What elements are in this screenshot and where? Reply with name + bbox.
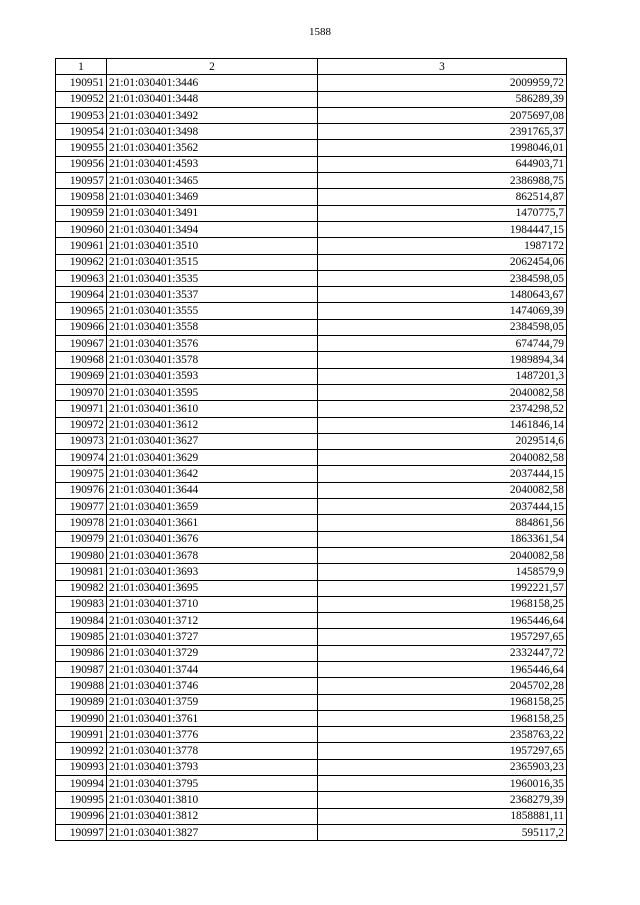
cadastral-number: 21:01:030401:3492	[107, 107, 318, 123]
table-row	[56, 319, 567, 335]
cadastral-value: 1968158,25	[318, 596, 567, 612]
header-col-1: 1	[56, 59, 107, 75]
table-row	[56, 499, 567, 515]
table-row	[56, 678, 567, 694]
cadastral-value: 1474069,39	[318, 303, 567, 319]
table-row	[56, 107, 567, 123]
cadastral-value: 2037444,15	[318, 499, 567, 515]
row-number: 190971	[56, 401, 107, 417]
cadastral-number: 21:01:030401:3812	[107, 808, 318, 824]
cadastral-value: 1998046,01	[318, 140, 567, 156]
cadastral-value: 1487201,3	[318, 368, 567, 384]
row-number: 190996	[56, 808, 107, 824]
cadastral-value: 1989894,34	[318, 352, 567, 368]
row-number: 190987	[56, 661, 107, 677]
table-row	[56, 661, 567, 677]
cadastral-value: 1858881,11	[318, 808, 567, 824]
cadastral-number: 21:01:030401:3595	[107, 384, 318, 400]
cadastral-number: 21:01:030401:3612	[107, 417, 318, 433]
table-row	[56, 450, 567, 466]
table-row	[56, 629, 567, 645]
cadastral-number: 21:01:030401:3810	[107, 792, 318, 808]
cadastral-value: 2384598,05	[318, 319, 567, 335]
cadastral-number: 21:01:030401:3448	[107, 91, 318, 107]
row-number: 190973	[56, 433, 107, 449]
cadastral-value: 2009959,72	[318, 75, 567, 91]
cadastral-value: 2037444,15	[318, 466, 567, 482]
cadastral-number: 21:01:030401:3659	[107, 499, 318, 515]
table-row	[56, 580, 567, 596]
cadastral-number: 21:01:030401:3729	[107, 645, 318, 661]
row-number: 190978	[56, 515, 107, 531]
cadastral-value: 2384598,05	[318, 270, 567, 286]
cadastral-number: 21:01:030401:3535	[107, 270, 318, 286]
cadastral-value: 1987172	[318, 238, 567, 254]
row-number: 190965	[56, 303, 107, 319]
cadastral-number: 21:01:030401:3727	[107, 629, 318, 645]
table-row	[56, 75, 567, 91]
table-header	[56, 59, 567, 75]
header-row	[56, 59, 567, 75]
cadastral-number: 21:01:030401:3759	[107, 694, 318, 710]
cadastral-value: 2040082,58	[318, 482, 567, 498]
cadastral-value: 2040082,58	[318, 547, 567, 563]
table-row	[56, 254, 567, 270]
cadastral-value: 1461846,14	[318, 417, 567, 433]
table-row	[56, 91, 567, 107]
row-number: 190966	[56, 319, 107, 335]
row-number: 190979	[56, 531, 107, 547]
cadastral-number: 21:01:030401:3710	[107, 596, 318, 612]
cadastral-number: 21:01:030401:3558	[107, 319, 318, 335]
cadastral-number: 21:01:030401:3793	[107, 759, 318, 775]
cadastral-number: 21:01:030401:3778	[107, 743, 318, 759]
cadastral-value: 2374298,52	[318, 401, 567, 417]
cadastral-value: 1957297,65	[318, 743, 567, 759]
row-number: 190977	[56, 499, 107, 515]
row-number: 190975	[56, 466, 107, 482]
cadastral-number: 21:01:030401:3510	[107, 238, 318, 254]
row-number: 190951	[56, 75, 107, 91]
cadastral-value: 1992221,57	[318, 580, 567, 596]
row-number: 190995	[56, 792, 107, 808]
table-row	[56, 433, 567, 449]
cadastral-value: 2391765,37	[318, 124, 567, 140]
cadastral-value: 595117,2	[318, 824, 567, 840]
row-number: 190985	[56, 629, 107, 645]
row-number: 190962	[56, 254, 107, 270]
table-row	[56, 401, 567, 417]
row-number: 190968	[56, 352, 107, 368]
row-number: 190963	[56, 270, 107, 286]
row-number: 190960	[56, 221, 107, 237]
header-col-2: 2	[107, 59, 318, 75]
cadastral-value: 1480643,67	[318, 287, 567, 303]
cadastral-number: 21:01:030401:3693	[107, 564, 318, 580]
cadastral-value: 2040082,58	[318, 384, 567, 400]
cadastral-value: 1965446,64	[318, 613, 567, 629]
table-row	[56, 352, 567, 368]
row-number: 190970	[56, 384, 107, 400]
cadastral-number: 21:01:030401:3746	[107, 678, 318, 694]
cadastral-value: 644903,71	[318, 156, 567, 172]
cadastral-number: 21:01:030401:3610	[107, 401, 318, 417]
cadastral-value: 1984447,15	[318, 221, 567, 237]
cadastral-number: 21:01:030401:3695	[107, 580, 318, 596]
cadastral-number: 21:01:030401:3642	[107, 466, 318, 482]
cadastral-number: 21:01:030401:3562	[107, 140, 318, 156]
row-number: 190972	[56, 417, 107, 433]
table-row	[56, 221, 567, 237]
row-number: 190953	[56, 107, 107, 123]
table-row	[56, 482, 567, 498]
page-number: 1588	[309, 26, 331, 38]
table-row	[56, 613, 567, 629]
cadastral-number: 21:01:030401:3515	[107, 254, 318, 270]
table-row	[56, 384, 567, 400]
cadastral-number: 21:01:030401:3555	[107, 303, 318, 319]
cadastral-value: 1458579,9	[318, 564, 567, 580]
cadastral-number: 21:01:030401:3661	[107, 515, 318, 531]
cadastral-value: 586289,39	[318, 91, 567, 107]
row-number: 190993	[56, 759, 107, 775]
cadastral-number: 21:01:030401:3627	[107, 433, 318, 449]
row-number: 190955	[56, 140, 107, 156]
cadastral-value: 2332447,72	[318, 645, 567, 661]
row-number: 190991	[56, 727, 107, 743]
cadastral-number: 21:01:030401:3576	[107, 336, 318, 352]
table-row	[56, 173, 567, 189]
cadastral-value: 1968158,25	[318, 710, 567, 726]
row-number: 190969	[56, 368, 107, 384]
row-number: 190981	[56, 564, 107, 580]
table-row	[56, 759, 567, 775]
cadastral-number: 21:01:030401:3795	[107, 776, 318, 792]
table-row	[56, 694, 567, 710]
cadastral-number: 21:01:030401:3491	[107, 205, 318, 221]
row-number: 190964	[56, 287, 107, 303]
table-row	[56, 466, 567, 482]
table-row	[56, 205, 567, 221]
table-row	[56, 824, 567, 840]
cadastral-value: 2062454,06	[318, 254, 567, 270]
row-number: 190957	[56, 173, 107, 189]
cadastral-number: 21:01:030401:3469	[107, 189, 318, 205]
registry-table	[55, 58, 567, 841]
cadastral-number: 21:01:030401:4593	[107, 156, 318, 172]
cadastral-number: 21:01:030401:3678	[107, 547, 318, 563]
table-row	[56, 515, 567, 531]
table-row	[56, 792, 567, 808]
cadastral-number: 21:01:030401:3593	[107, 368, 318, 384]
cadastral-value: 2386988,75	[318, 173, 567, 189]
row-number: 190994	[56, 776, 107, 792]
table-row	[56, 417, 567, 433]
cadastral-number: 21:01:030401:3465	[107, 173, 318, 189]
row-number: 190956	[56, 156, 107, 172]
table-row	[56, 303, 567, 319]
row-number: 190986	[56, 645, 107, 661]
table-row	[56, 808, 567, 824]
cadastral-number: 21:01:030401:3537	[107, 287, 318, 303]
cadastral-value: 2075697,08	[318, 107, 567, 123]
table-row	[56, 547, 567, 563]
row-number: 190967	[56, 336, 107, 352]
row-number: 190980	[56, 547, 107, 563]
header-col-3: 3	[318, 59, 567, 75]
cadastral-value: 1957297,65	[318, 629, 567, 645]
row-number: 190983	[56, 596, 107, 612]
table-row	[56, 727, 567, 743]
cadastral-value: 1863361,54	[318, 531, 567, 547]
table-row	[56, 564, 567, 580]
cadastral-value: 884861,56	[318, 515, 567, 531]
row-number: 190974	[56, 450, 107, 466]
table-row	[56, 776, 567, 792]
row-number: 190989	[56, 694, 107, 710]
table-row	[56, 645, 567, 661]
cadastral-number: 21:01:030401:3676	[107, 531, 318, 547]
cadastral-number: 21:01:030401:3498	[107, 124, 318, 140]
row-number: 190958	[56, 189, 107, 205]
row-number: 190984	[56, 613, 107, 629]
table-row	[56, 743, 567, 759]
cadastral-number: 21:01:030401:3827	[107, 824, 318, 840]
table-row	[56, 238, 567, 254]
cadastral-value: 1965446,64	[318, 661, 567, 677]
table-row	[56, 287, 567, 303]
cadastral-number: 21:01:030401:3446	[107, 75, 318, 91]
table-row	[56, 531, 567, 547]
cadastral-value: 1960016,35	[318, 776, 567, 792]
table-row	[56, 596, 567, 612]
cadastral-value: 2045702,28	[318, 678, 567, 694]
row-number: 190976	[56, 482, 107, 498]
table-row	[56, 368, 567, 384]
cadastral-number: 21:01:030401:3629	[107, 450, 318, 466]
row-number: 190959	[56, 205, 107, 221]
cadastral-number: 21:01:030401:3776	[107, 727, 318, 743]
row-number: 190992	[56, 743, 107, 759]
table-row	[56, 189, 567, 205]
table-row	[56, 336, 567, 352]
cadastral-number: 21:01:030401:3578	[107, 352, 318, 368]
table-row	[56, 710, 567, 726]
cadastral-value: 2358763,22	[318, 727, 567, 743]
table-row	[56, 140, 567, 156]
cadastral-value: 674744,79	[318, 336, 567, 352]
table-row	[56, 156, 567, 172]
cadastral-value: 862514,87	[318, 189, 567, 205]
cadastral-number: 21:01:030401:3494	[107, 221, 318, 237]
row-number: 190982	[56, 580, 107, 596]
table-row	[56, 270, 567, 286]
table-row	[56, 124, 567, 140]
cadastral-number: 21:01:030401:3644	[107, 482, 318, 498]
cadastral-value: 1470775,7	[318, 205, 567, 221]
cadastral-value: 2365903,23	[318, 759, 567, 775]
cadastral-value: 2029514,6	[318, 433, 567, 449]
cadastral-value: 1968158,25	[318, 694, 567, 710]
row-number: 190952	[56, 91, 107, 107]
cadastral-number: 21:01:030401:3712	[107, 613, 318, 629]
cadastral-number: 21:01:030401:3744	[107, 661, 318, 677]
cadastral-value: 2040082,58	[318, 450, 567, 466]
table-body	[56, 75, 567, 841]
row-number: 190954	[56, 124, 107, 140]
row-number: 190988	[56, 678, 107, 694]
row-number: 190961	[56, 238, 107, 254]
row-number: 190997	[56, 824, 107, 840]
row-number: 190990	[56, 710, 107, 726]
cadastral-value: 2368279,39	[318, 792, 567, 808]
cadastral-number: 21:01:030401:3761	[107, 710, 318, 726]
